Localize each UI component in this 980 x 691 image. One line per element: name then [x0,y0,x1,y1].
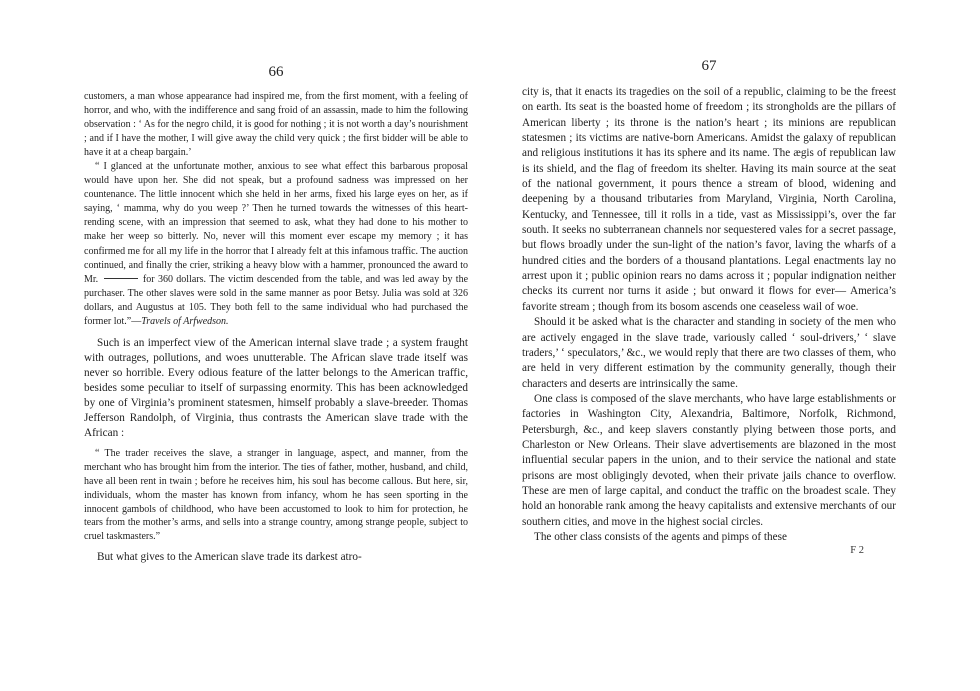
left-last-line: But what gives to the American slave trade its darkest atro- [97,551,362,564]
quote1-paragraph-2-text: “ I glanced at the unfortunate mother, anxious to see what effect this barbarous proposal would have upon her. She did not speak, but a profound sadness was impressed on her countenance. The little innocent which she held in her arms, fixed his large eyes on her, as if saying, ‘ mamma, why do you weep ?’ Then he turned towards the witnesses of this heart-rending scene, with an impression that seemed to ask, what they had done to his mother to make her weep so bitterly. No, never will this moment ever escape my memory ; it has confirmed me for all my life in the horror that I already felt at this infamous traffic. The auction continued, and finally the crier, striking a heavy blow with a hammer, pronounced the award to Mr. [84,161,468,285]
quote1-paragraph-2 [84,160,468,329]
quote1-paragraph-1: customers, a man whose appearance had inspired me, from the first moment, with a feeling of horror, and who, with the indifference and sang froid of an assassin, made to him the following observation : ‘ As for the negro child, it is good for nothing ; it is not worth a day’s nourishment ; and if I have the mother, I will give away the child very quick ; the first bidder will be able to have it at a cheap bargain.’ [84,91,468,159]
right-paragraph-3: One class is composed of the slave merchants, who have large establishments or factories in Washington City, Alexandria, Baltimore, Norfolk, Richmond, Petersburgh, &c., and keep slavers constantly plying between those ports, and Charleston or New Orleans. Their slave advertisements are blazoned in the most influential secular papers in the union, and to their service the national and state prisons are most obligingly devoted, when their private jails chance to overflow. These are men of large capital, and conduct the traffic on the broadest scale. They hold an honorable rank among the heavy capitalists and extensive merchants of our southern cities, and move in the highest social circles. [522,392,896,528]
body-paragraph: Such is an imperfect view of the American internal slave trade ; a system fraught with outrages, pollutions, and woes unutterable. The African slave trade itself was never so horrible. Every odious feature of the latter belongs to the American traffic, besides some peculiar to itself of surpassing enormity. This has been acknowledged by one of Virginia’s prominent statesmen, himself probably a slave-breeder. Thomas Jefferson Randolph, of Virginia, thus contrasts the American slave trade with the African : [84,336,468,439]
quote1-source: Travels of Arfwedson. [141,315,229,327]
blank-name-dash [104,278,138,279]
right-paragraph-1: city is, that it enacts its tragedies on the soil of a republic, claiming to be the freest on earth. Its seat is the boasted home of freedom ; its strongholds are the pillars of American liberty ; its throne is the nation’s heart ; its minions are republican statesmen ; its victims are native-born Americans. Amidst the galaxy of republican and religious institutions it has its sphere and its name. The ægis of republican law is its shield, and the flag of freedom its shelter. Having its main source at the seat of the national government, it pours thence a stream of blood, widening and deepening by a thousand tributaries from Maryland, Virginia, North Carolina, Kentucky, and Tennessee, till it rolls in a tide, vast as Mississippi’s, over the far south. It seeks no subterranean channels nor sequestered vales for a secret passage, but flows broadly under the sun-light of the nation’s favor, laving the wharfs of a hundred cities and the borders of a thousand plantations. Legal enactments lay no arrest upon it ; public opinion rears no dams across it ; popular indignation neither checks its current nor turns it aside ; but onward it flows for ever— America’s favorite stream ; though from its bosom ascends one ceaseless wail of woe. [522,86,896,313]
randolph-quote [84,447,468,544]
right-paragraph-4: The other class consists of the agents and pimps of these [534,530,787,543]
left-page-number: 66 [268,64,284,80]
quote1-tail: for 360 dollars. The victim descended from the table, and was led away by the purchaser. The other slaves were sold in the same manner as poor Betsy. Julia was sold at 326 dollars, and Augustus at 105. They both fell to the same individual who had purchased the former lot.”— [84,273,469,327]
right-page-number: 67 [701,58,717,74]
right-paragraph-2: Should it be asked what is the character and standing in society of the men who are actively engaged in the slave trade, variously called ‘ soul-drivers,’ ‘ slave traders,’ ‘ speculators,’ &c., we would reply that there are two classes of them, who are held in very different estimation by the community generally, though their characters and deserts are intrinsically the same. [522,316,896,390]
left-page [84,0,468,691]
right-page [522,0,896,691]
signature-mark: F 2 [850,545,864,557]
randolph-quote-text: “ The trader receives the slave, a stranger in language, aspect, and manner, from the merchant who has brought him from the interior. The ties of father, mother, husband, and child, have all been rent in twain ; before he receives him, his soul has become callous. But here, sir, individuals, whom the master has known from infancy, whom he has seen sporting in the innocent gambols of childhood, who have been accustomed to look to him for protection, he tears from the mother’s arms, and sells into a strange country, among strange people, subject to cruel taskmasters.” [84,447,468,543]
